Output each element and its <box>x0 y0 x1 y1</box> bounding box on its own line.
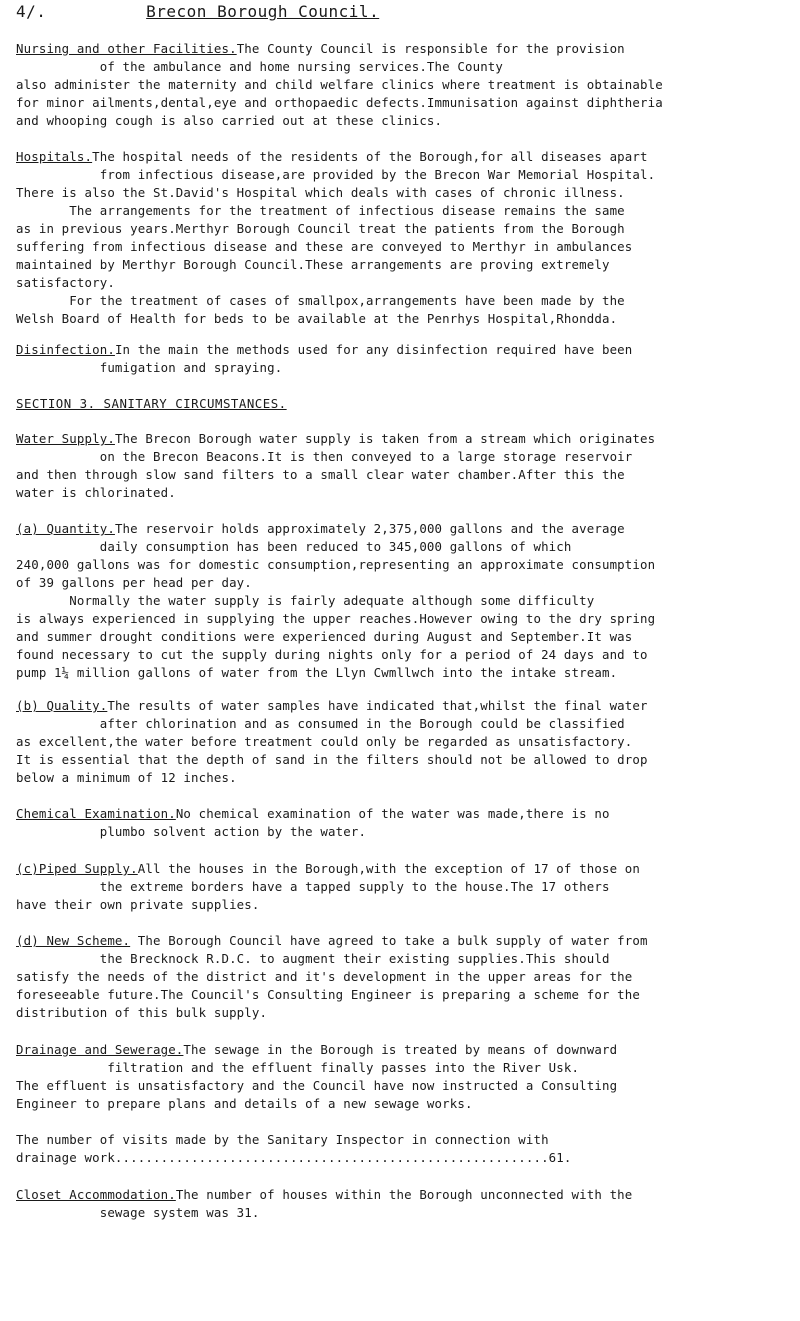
section-visits <box>16 1131 796 1167</box>
text-line: The Brecon Borough water supply is taken from a stream which originates <box>114 431 656 446</box>
text-line: 240,000 gallons was for domestic consumption,representing an approximate consumption <box>16 557 656 572</box>
text-line: distribution of this bulk supply. <box>16 1005 268 1020</box>
section-heading-hospitals: Hospitals. <box>16 149 93 164</box>
section-heading-quantity: (a) Quantity. <box>16 521 115 536</box>
text-line: after chlorination and as consumed in the Borough could be classified <box>16 716 625 731</box>
section-quantity <box>16 520 796 682</box>
text-line: The County Council is responsible for the provision <box>236 41 625 56</box>
section-heading-closet: Closet Accommodation. <box>16 1187 176 1202</box>
section-chemical-examination <box>16 805 796 841</box>
section-drainage <box>16 1041 796 1113</box>
text-line: In the main the methods used for any disinfection required have been <box>114 342 633 357</box>
section-quality <box>16 697 796 787</box>
text-line: also administer the maternity and child welfare clinics where treatment is obtainable <box>16 77 663 92</box>
text-line: maintained by Merthyr Borough Council.These arrangements are proving extremely <box>16 257 610 272</box>
section-heading-sanitary: SECTION 3. SANITARY CIRCUMSTANCES. <box>16 396 287 411</box>
text-line: as in previous years.Merthyr Borough Council treat the patients from the Borough <box>16 221 625 236</box>
section-heading-disinfection: Disinfection. <box>16 342 115 357</box>
section-heading-piped: (c)Piped Supply. <box>16 861 138 876</box>
text-line: It is essential that the depth of sand in the filters should not be allowed to drop <box>16 752 648 767</box>
text-line: on the Brecon Beacons.It is then conveyed to a large storage reservoir <box>16 449 633 464</box>
section-heading-drainage: Drainage and Sewerage. <box>16 1042 184 1057</box>
text-line: sewage system was 31. <box>16 1205 260 1220</box>
section-new-scheme <box>16 932 796 1022</box>
section-heading-new-scheme: (d) New Scheme. <box>16 933 131 948</box>
text-line: and then through slow sand filters to a small clear water chamber.After this the <box>16 467 625 482</box>
text-line: the extreme borders have a tapped supply to the house.The 17 others <box>16 879 610 894</box>
text-line: of the ambulance and home nursing services.The County <box>16 59 504 74</box>
text-line: and whooping cough is also carried out at these clinics. <box>16 113 443 128</box>
text-line: The arrangements for the treatment of infectious disease remains the same <box>16 203 625 218</box>
text-line: found necessary to cut the supply during nights only for a period of 24 days and to <box>16 647 648 662</box>
text-line: below a minimum of 12 inches. <box>16 770 237 785</box>
section-disinfection <box>16 341 796 377</box>
text-line: and summer drought conditions were experienced during August and September.It was <box>16 629 633 644</box>
text-line: have their own private supplies. <box>16 897 260 912</box>
text-line: from infectious disease,are provided by the Brecon War Memorial Hospital. <box>16 167 656 182</box>
text-line: Normally the water supply is fairly adequate although some difficulty <box>16 593 595 608</box>
text-line: The effluent is unsatisfactory and the Council have now instructed a Consulting <box>16 1078 618 1093</box>
section-heading-quality: (b) Quality. <box>16 698 108 713</box>
text-line: daily consumption has been reduced to 345,000 gallons of which <box>16 539 572 554</box>
text-line: The number of houses within the Borough unconnected with the <box>175 1187 633 1202</box>
text-line: drainage work.........................................................61. <box>16 1150 572 1165</box>
section-3-heading <box>16 395 796 413</box>
text-line: filtration and the effluent finally passes into the River Usk. <box>16 1060 580 1075</box>
text-line: suffering from infectious disease and these are conveyed to Merthyr in ambulances <box>16 239 633 254</box>
page-header <box>16 2 379 21</box>
section-heading-nursing: Nursing and other Facilities. <box>16 41 237 56</box>
text-line: The hospital needs of the residents of the Borough,for all diseases apart <box>92 149 648 164</box>
text-line: All the houses in the Borough,with the exception of 17 of those on <box>137 861 641 876</box>
text-line: For the treatment of cases of smallpox,arrangements have been made by the <box>16 293 625 308</box>
text-line: Welsh Board of Health for beds to be available at the Penrhys Hospital,Rhondda. <box>16 311 618 326</box>
text-line: plumbo solvent action by the water. <box>16 824 367 839</box>
section-piped-supply <box>16 860 796 914</box>
section-nursing <box>16 40 796 130</box>
page-title: Brecon Borough Council. <box>146 2 380 21</box>
text-line: The results of water samples have indicated that,whilst the final water <box>107 698 648 713</box>
section-water-supply <box>16 430 796 502</box>
text-line: pump 1¼ million gallons of water from the Llyn Cwmllwch into the intake stream. <box>16 665 618 680</box>
text-line: for minor ailments,dental,eye and orthopaedic defects.Immunisation against diphtheria <box>16 95 663 110</box>
section-heading-water-supply: Water Supply. <box>16 431 115 446</box>
text-line: as excellent,the water before treatment could only be regarded as unsatisfactory. <box>16 734 633 749</box>
page-number: 4/. <box>16 2 47 21</box>
section-heading-chemical: Chemical Examination. <box>16 806 176 821</box>
text-line: water is chlorinated. <box>16 485 176 500</box>
text-line: No chemical examination of the water was made,there is no <box>175 806 610 821</box>
section-closet <box>16 1186 796 1222</box>
text-line: Engineer to prepare plans and details of a new sewage works. <box>16 1096 473 1111</box>
text-line: The reservoir holds approximately 2,375,000 gallons and the average <box>114 521 625 536</box>
text-line: the Brecknock R.D.C. to augment their existing supplies.This should <box>16 951 610 966</box>
text-line: of 39 gallons per head per day. <box>16 575 252 590</box>
text-line: fumigation and spraying. <box>16 360 283 375</box>
text-line: The number of visits made by the Sanitary Inspector in connection with <box>16 1132 549 1147</box>
text-line: satisfactory. <box>16 275 115 290</box>
text-line: The Borough Council have agreed to take a bulk supply of water from <box>130 933 648 948</box>
text-line: satisfy the needs of the district and it's development in the upper areas for the <box>16 969 633 984</box>
section-hospitals <box>16 148 796 328</box>
text-line: There is also the St.David's Hospital which deals with cases of chronic illness. <box>16 185 625 200</box>
text-line: is always experienced in supplying the upper reaches.However owing to the dry spring <box>16 611 656 626</box>
text-line: foreseeable future.The Council's Consulting Engineer is preparing a scheme for the <box>16 987 641 1002</box>
text-line: The sewage in the Borough is treated by means of downward <box>183 1042 618 1057</box>
